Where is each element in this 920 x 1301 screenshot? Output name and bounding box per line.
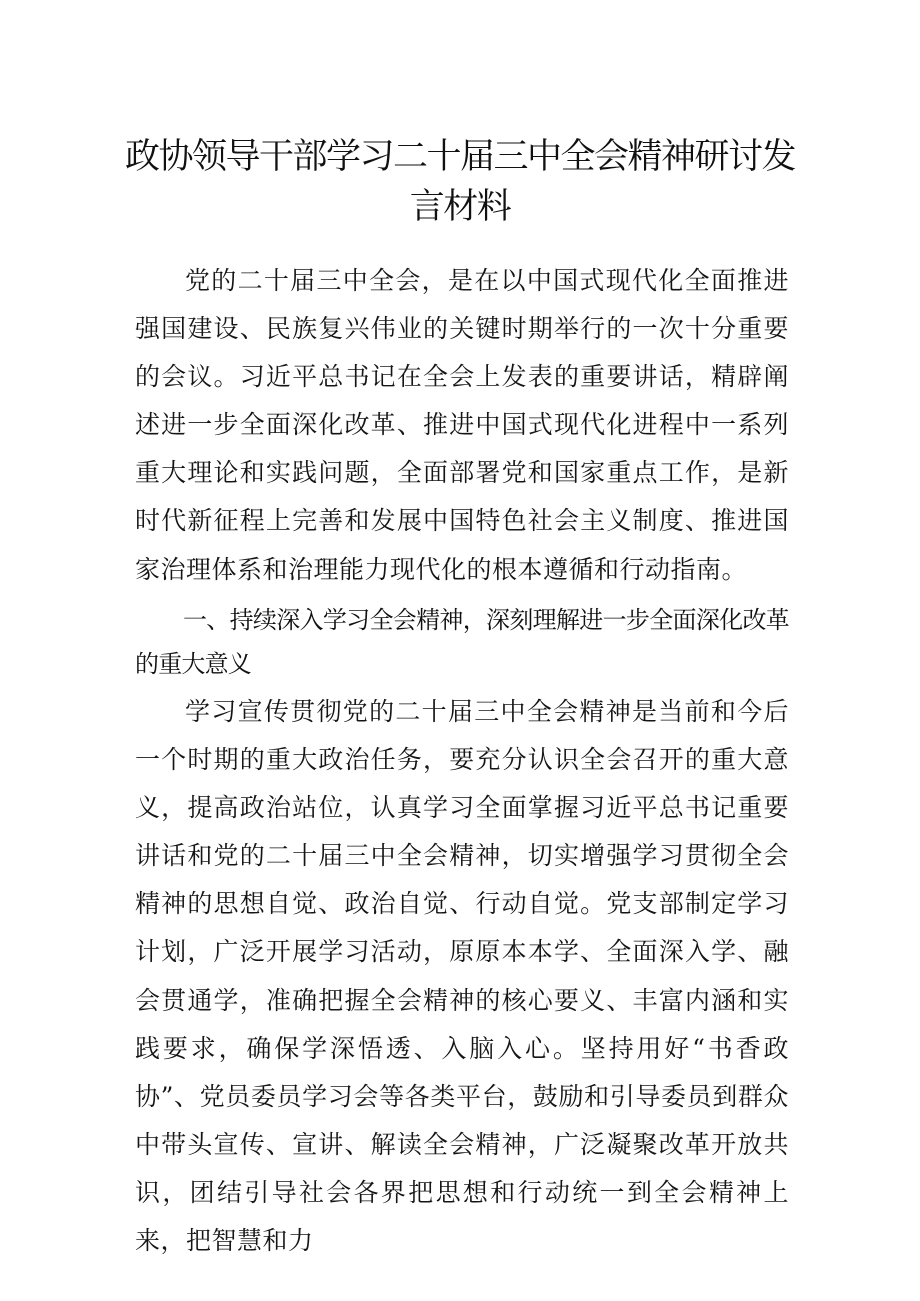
section-1-paragraph: 学习宣传贯彻党的二十届三中全会精神是当前和今后一个时期的重大政治任务，要充分认识全会召开的重大意义，提高政治站位，认真学习全面掌握习近平总书记重要讲话和党的二十届三中全会精神，切实增强学习贯彻全会精神的思想自觉、政治自觉、行动自觉。党支部制定学习计划，广泛开展学习活动，原原本本学、全面深入学、融会贯通学，准确把握全会精神的核心要义、丰富内涵和实践要求，确保学深悟透、入脑入心。坚持用好“书香政协”、党员委员学习会等各类平台，鼓励和引导委员到群众中带头宣传、宣讲、解读全会精神，广泛凝聚改革开放共识，团结引导社会各界把思想和行动统一到全会精神上来，把智慧和力 (135, 697, 789, 1256)
intro-paragraph: 党的二十届三中全会，是在以中国式现代化全面推进强国建设、民族复兴伟业的关键时期举行的一次十分重要的会议。习近平总书记在全会上发表的重要讲话，精辟阐述进一步全面深化改革、推进中国式现代化进程中一系列重大理论和实践问题，全面部署党和国家重点工作，是新时代新征程上完善和发展中国特色社会主义制度、推进国家治理体系和治理能力现代化的根本遵循和行动指南。 (135, 266, 789, 584)
document-title: 政协领导干部学习二十届三中全会精神研讨发言材料 (124, 137, 795, 227)
section-heading-1: 一、持续深入学习全会精神，深刻理解进一步全面深化改革的重大意义 (135, 606, 789, 678)
